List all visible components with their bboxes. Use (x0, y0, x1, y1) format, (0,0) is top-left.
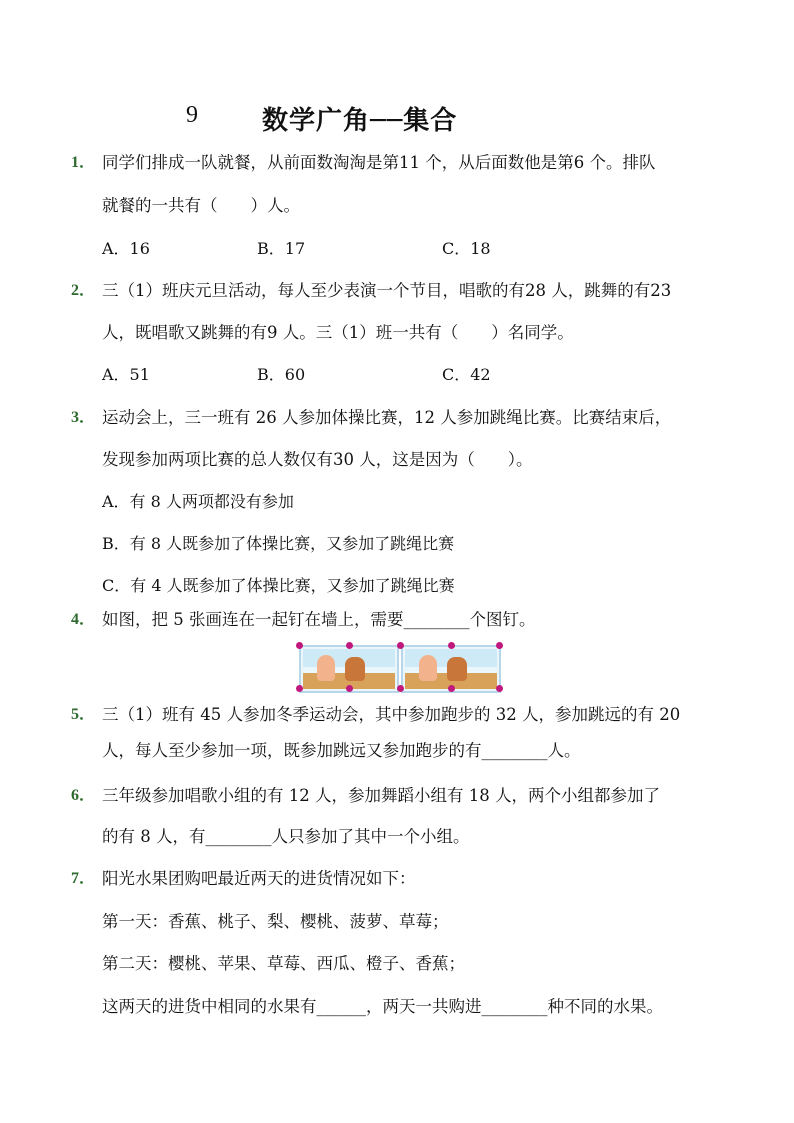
pin-icon (496, 642, 503, 649)
question-3-option-c: C．有 4 人既参加了体操比赛，又参加了跳绳比赛 (102, 576, 455, 595)
question-3-option-b: B．有 8 人既参加了体操比赛，又参加了跳绳比赛 (102, 534, 455, 553)
pin-icon (296, 642, 303, 649)
title-number: 9 (186, 102, 198, 128)
question-7-line-2: 第一天：香蕉、桃子、梨、樱桃、菠萝、草莓； (102, 912, 449, 931)
question-number-5: 5． (71, 706, 96, 723)
pin-icon (448, 642, 455, 649)
question-7-line-3: 第二天：樱桃、苹果、草莓、西瓜、橙子、香蕉； (102, 954, 465, 973)
question-number-1: 1． (71, 154, 96, 171)
question-3-line-2: 发现参加两项比赛的总人数仅有30 人，这是因为（ ）。 (102, 450, 533, 469)
question-5-line-1: 三（1）班有 45 人参加冬季运动会，其中参加跑步的 32 人，参加跳远的有 20 (102, 705, 681, 724)
pin-icon (397, 685, 404, 692)
title-text: 数学广角──集合 (262, 106, 458, 136)
question-number-3: 3． (71, 409, 96, 426)
question-2-option-b: B．60 (257, 365, 306, 384)
question-2-option-a: A．51 (102, 365, 150, 384)
question-number-2: 2． (71, 282, 96, 299)
pin-icon (346, 685, 353, 692)
question-number-4: 4． (71, 611, 96, 628)
question-6-line-2: 的有 8 人，有________人只参加了其中一个小组。 (102, 827, 470, 846)
question-4-line-1: 如图，把 5 张画连在一起钉在墙上，需要________个图钉。 (102, 610, 536, 629)
question-3-line-1: 运动会上，三一班有 26 人参加体操比赛，12 人参加跳绳比赛。比赛结束后， (102, 408, 672, 427)
pin-icon (296, 685, 303, 692)
question-1-line-2: 就餐的一共有（ ）人。 (102, 196, 300, 215)
question-1-option-c: C．18 (442, 239, 491, 258)
page-title (0, 100, 794, 134)
question-7-line-4: 这两天的进货中相同的水果有______，两天一共购进________种不同的水果。 (102, 997, 663, 1016)
question-1-line-1: 同学们排成一队就餐，从前面数淘淘是第11 个，从后面数他是第6 个。排队 (102, 153, 656, 172)
question-number-6: 6． (71, 787, 96, 804)
pin-icon (346, 642, 353, 649)
question-2-line-2: 人，既唱歌又跳舞的有9 人。三（1）班一共有（ ）名同学。 (102, 323, 574, 342)
pin-icon (496, 685, 503, 692)
question-5-line-2: 人，每人至少参加一项，既参加跳远又参加跑步的有________人。 (102, 741, 581, 760)
pin-icon (397, 642, 404, 649)
question-1-option-a: A．16 (102, 239, 150, 258)
question-3-option-a: A．有 8 人两项都没有参加 (102, 492, 294, 511)
pin-icon (448, 685, 455, 692)
question-6-line-1: 三年级参加唱歌小组的有 12 人，参加舞蹈小组有 18 人，两个小组都参加了 (102, 786, 660, 805)
question-2-option-c: C．42 (442, 365, 491, 384)
question-2-line-1: 三（1）班庆元旦活动，每人至少表演一个节目，唱歌的有28 人，跳舞的有23 (102, 281, 672, 300)
question-7-line-1: 阳光水果团购吧最近两天的进货情况如下： (102, 869, 416, 888)
question-number-7: 7． (71, 870, 96, 887)
question-1-option-b: B．17 (257, 239, 306, 258)
